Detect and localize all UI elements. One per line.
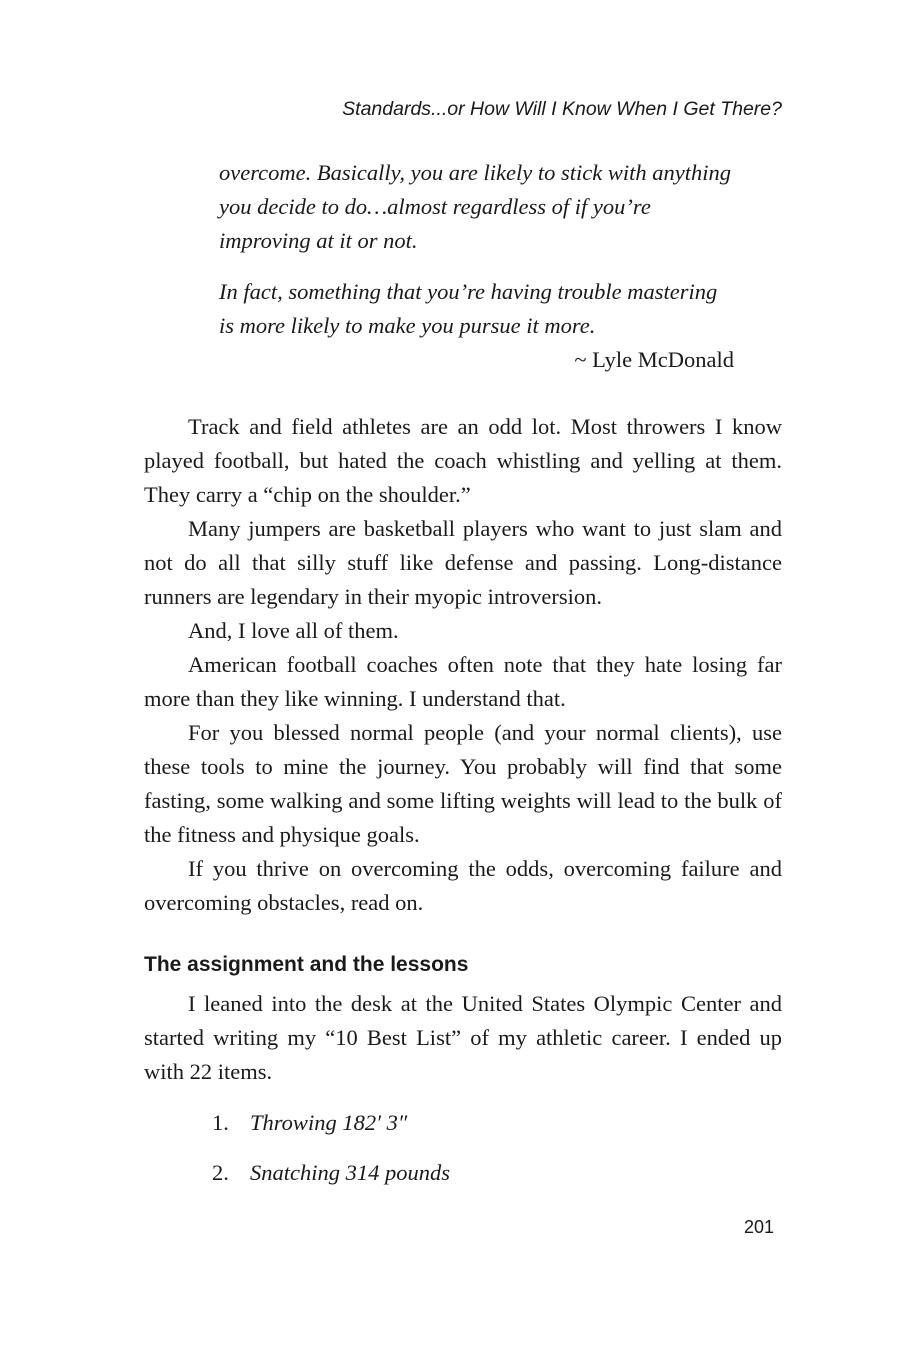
list-item — [212, 1156, 450, 1190]
section-body — [144, 987, 782, 1089]
epigraph-paragraph: overcome. Basically, you are likely to stick with anything you decide to do…almost regardless of if you’re improving at it or not. — [219, 160, 731, 253]
running-head: Standards...or How Will I Know When I Get There? — [342, 98, 782, 120]
epigraph-attribution: ~ Lyle McDonald — [574, 347, 734, 372]
page-number: 201 — [743, 1217, 774, 1237]
list-item-text: Throwing 182′ 3″ — [250, 1110, 408, 1135]
section-heading: The assignment and the lessons — [144, 953, 469, 976]
list-item-text: Snatching 314 pounds — [250, 1160, 450, 1185]
body-paragraph: And, I love all of them. — [188, 618, 399, 643]
body-paragraph: If you thrive on overcoming the odds, overcoming failure and overcoming obstacles, read on. — [144, 856, 782, 915]
list-item — [212, 1106, 450, 1140]
body-text — [144, 410, 782, 920]
body-paragraph: Track and field athletes are an odd lot. Most throwers I know played football, but hated the coach whistling and yelling at them. They carry a “chip on the shoulder.” — [144, 414, 782, 507]
body-paragraph: For you blessed normal people (and your normal clients), use these tools to mine the journey. You probably will find that some fasting, some walking and some lifting weights will lead to the bulk of the fitness and physique goals. — [144, 720, 782, 847]
best-list — [212, 1106, 450, 1206]
epigraph-paragraph: In fact, something that you’re having trouble mastering is more likely to make you pursue it more. — [219, 279, 718, 338]
epigraph-quote — [219, 156, 734, 377]
body-paragraph: American football coaches often note that they hate losing far more than they like winning. I understand that. — [144, 652, 782, 711]
list-item-number: 1. — [212, 1110, 229, 1135]
body-paragraph: Many jumpers are basketball players who want to just slam and not do all that silly stuff like defense and passing. Long-distance runners are legendary in their myopic introversion. — [144, 516, 782, 609]
section-paragraph: I leaned into the desk at the United States Olympic Center and started writing my “10 Best List” of my athletic career. I ended up with 22 items. — [144, 991, 782, 1084]
list-item-number: 2. — [212, 1160, 229, 1185]
